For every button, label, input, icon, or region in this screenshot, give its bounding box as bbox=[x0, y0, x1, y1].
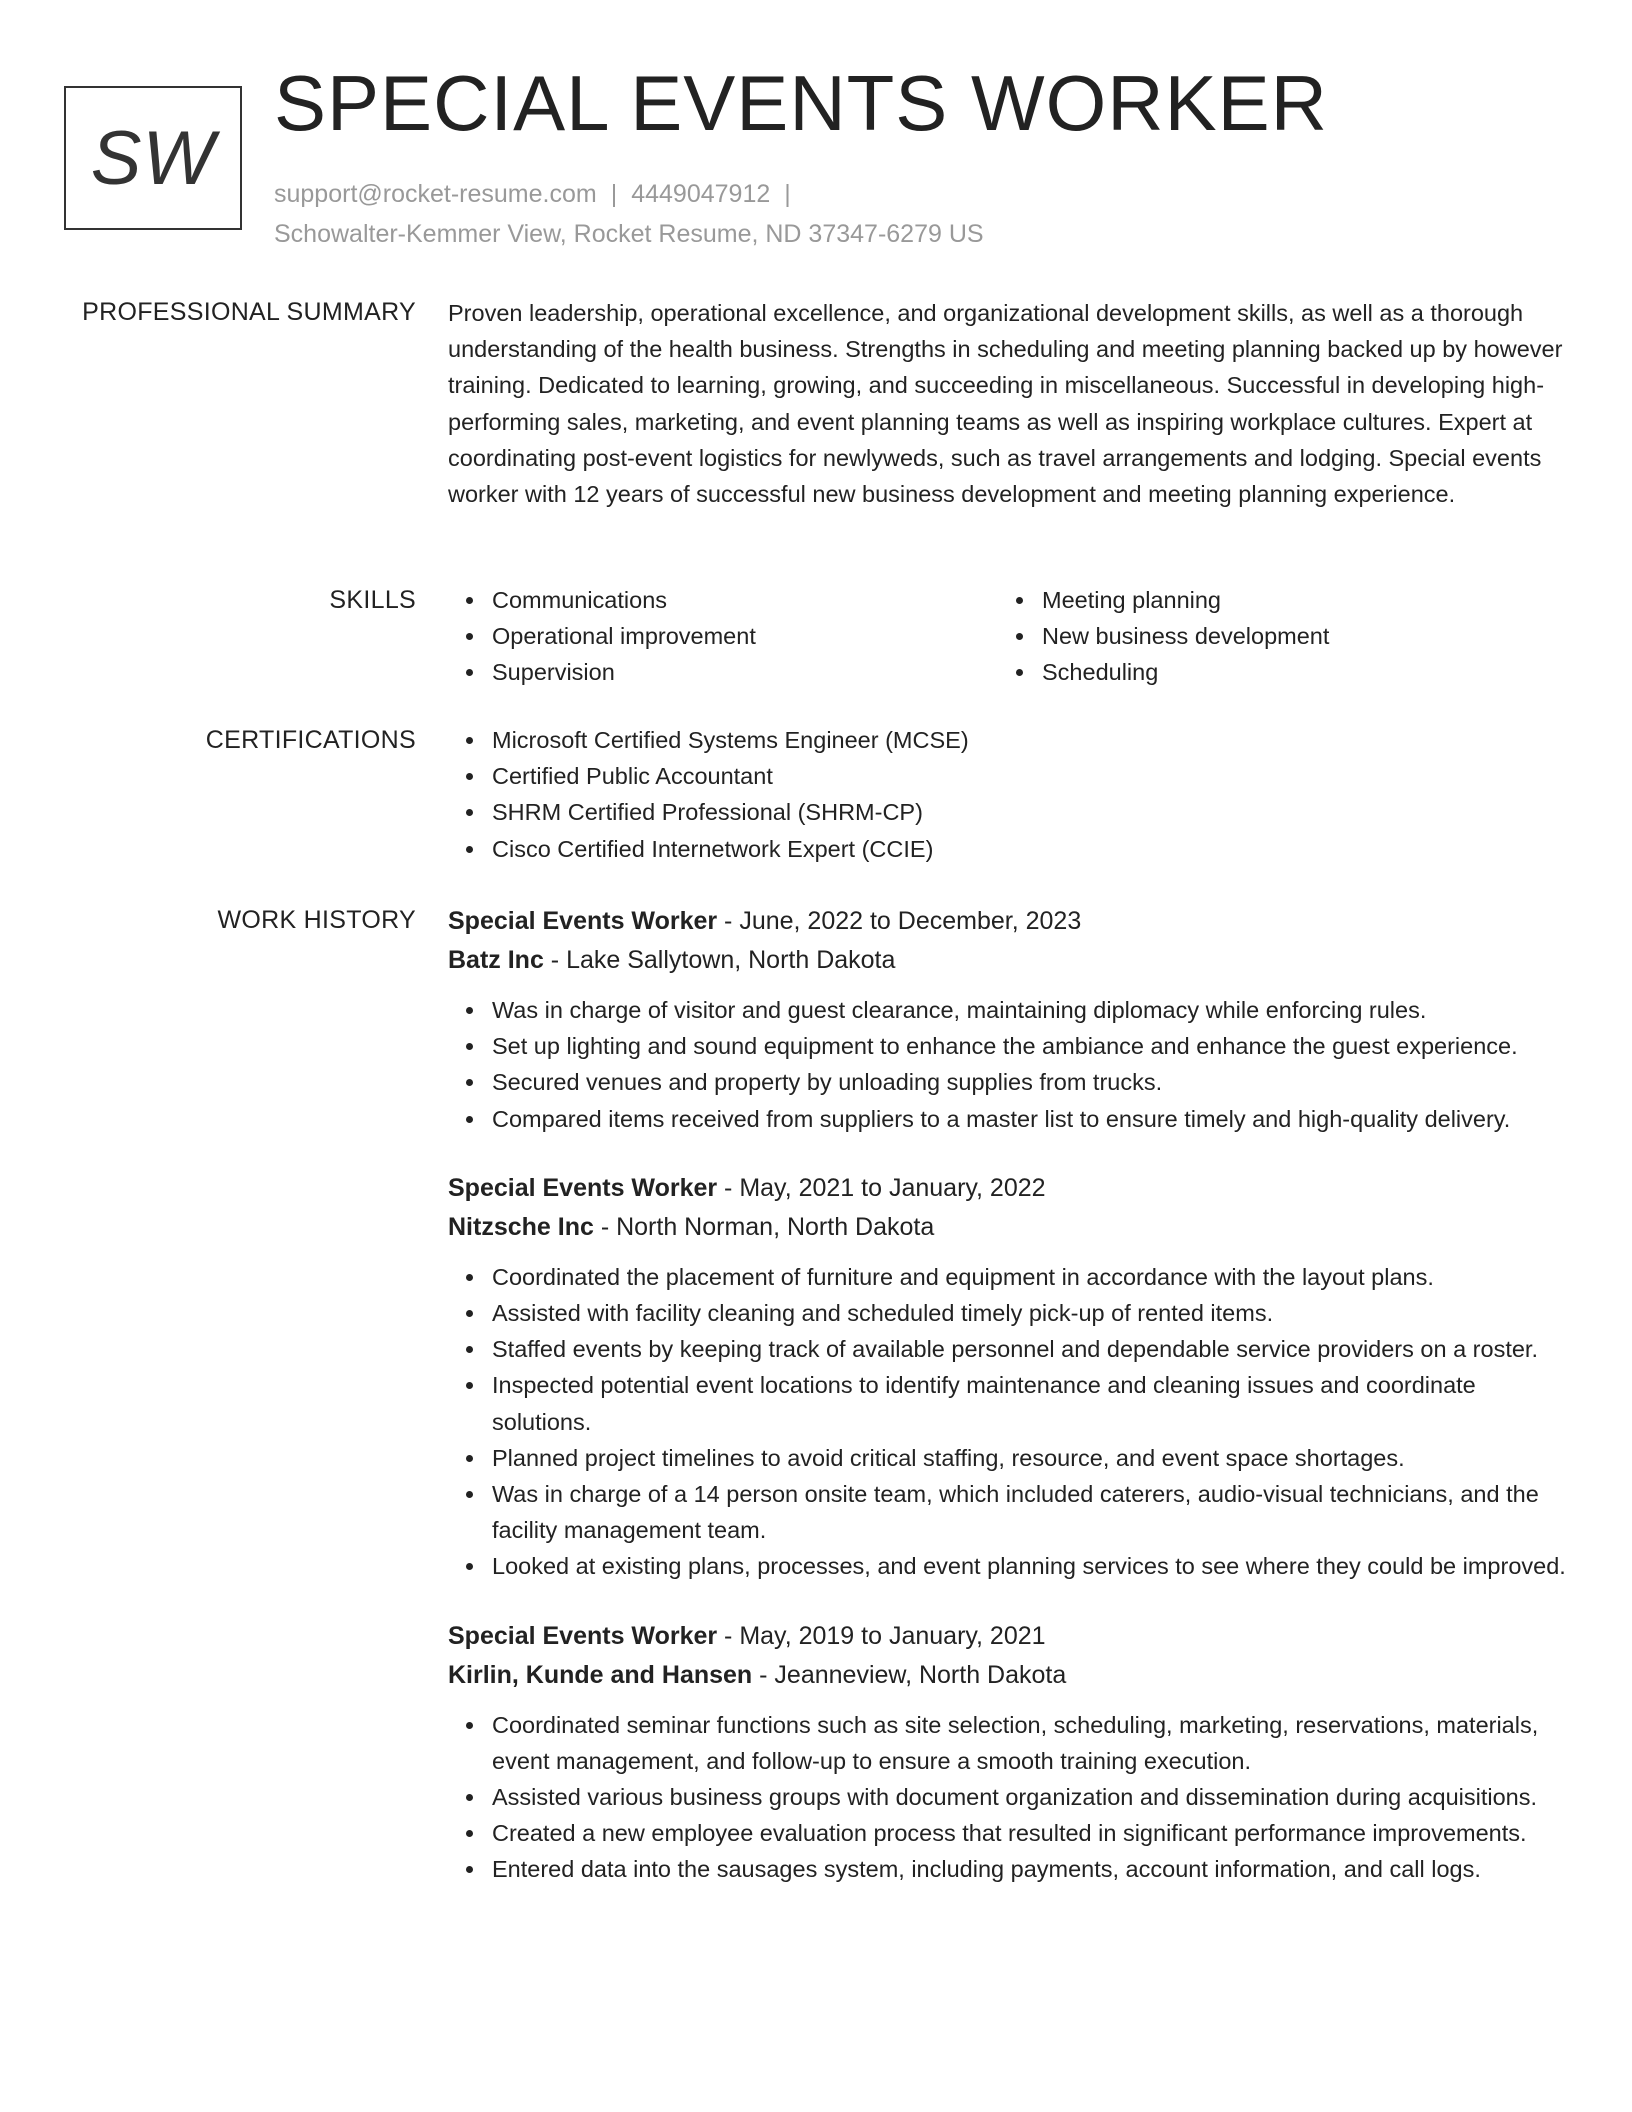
job-title-line bbox=[448, 1617, 1568, 1656]
job-bullets bbox=[448, 992, 1568, 1137]
job-bullet: Was in charge of a 14 person onsite team, which included caterers, audio-visual technicians, and the facility management team. bbox=[448, 1476, 1568, 1548]
job-bullet: Set up lighting and sound equipment to enhance the ambiance and enhance the guest experience. bbox=[448, 1028, 1568, 1064]
job-company: Batz Inc bbox=[448, 946, 544, 974]
contact-info bbox=[274, 174, 984, 254]
job-bullet: Staffed events by keeping track of available personnel and dependable service providers on a roster. bbox=[448, 1331, 1568, 1367]
job-bullet: Assisted with facility cleaning and scheduled timely pick-up of rented items. bbox=[448, 1295, 1568, 1331]
certification-item: SHRM Certified Professional (SHRM-CP) bbox=[448, 794, 1568, 830]
job-bullet: Coordinated seminar functions such as site selection, scheduling, marketing, reservations, materials, event management, and follow-up to ensure a smooth training execution. bbox=[448, 1707, 1568, 1779]
certification-item: Certified Public Accountant bbox=[448, 758, 1568, 794]
summary-heading: PROFESSIONAL SUMMARY bbox=[82, 298, 416, 326]
job-company: Kirlin, Kunde and Hansen bbox=[448, 1660, 753, 1689]
initials-text: SW bbox=[90, 115, 216, 201]
skills-list-right bbox=[998, 582, 1548, 691]
separator: | bbox=[784, 180, 791, 208]
skill-item: New business development bbox=[998, 618, 1548, 654]
contact-line-1 bbox=[274, 174, 984, 214]
job-location: - North Norman, North Dakota bbox=[593, 1212, 935, 1241]
job-bullet: Looked at existing plans, processes, and event planning services to see where they could be improved. bbox=[448, 1548, 1568, 1584]
certification-item: Cisco Certified Internetwork Expert (CCIE) bbox=[448, 831, 1568, 867]
job-bullet: Secured venues and property by unloading supplies from trucks. bbox=[448, 1064, 1568, 1100]
skill-item: Meeting planning bbox=[998, 582, 1548, 618]
separator: | bbox=[610, 180, 618, 208]
job-dates: - May, 2019 to January, 2021 bbox=[717, 1621, 1046, 1650]
job-title: Special Events Worker bbox=[448, 907, 718, 935]
certification-item: Microsoft Certified Systems Engineer (MCSE) bbox=[448, 722, 1568, 758]
skills-heading: SKILLS bbox=[329, 586, 416, 614]
skill-item: Communications bbox=[448, 582, 998, 618]
job-dates: - May, 2021 to January, 2022 bbox=[717, 1173, 1046, 1202]
job-bullet: Compared items received from suppliers to a master list to ensure timely and high-quality delivery. bbox=[448, 1101, 1568, 1137]
skill-item: Operational improvement bbox=[448, 618, 998, 654]
initials-monogram bbox=[64, 86, 242, 230]
job-title-line bbox=[448, 902, 1568, 941]
job-dates: - June, 2022 to December, 2023 bbox=[717, 907, 1082, 935]
skills-list-left bbox=[448, 582, 998, 691]
job-company-line bbox=[448, 941, 1568, 980]
job-bullet: Created a new employee evaluation process that resulted in significant performance improvements. bbox=[448, 1815, 1568, 1851]
email-text: support@rocket-resume.com bbox=[274, 180, 597, 208]
skill-item: Supervision bbox=[448, 654, 998, 690]
page-title: SPECIAL EVENTS WORKER bbox=[274, 59, 1329, 147]
job-bullet: Planned project timelines to avoid critical staffing, resource, and event space shortages. bbox=[448, 1440, 1568, 1476]
skill-item: Scheduling bbox=[998, 654, 1548, 690]
certifications-list bbox=[448, 722, 1568, 867]
job-bullet: Coordinated the placement of furniture and equipment in accordance with the layout plans. bbox=[448, 1259, 1568, 1295]
job-entry bbox=[448, 902, 1568, 1137]
work-history-heading: WORK HISTORY bbox=[217, 906, 416, 934]
job-title: Special Events Worker bbox=[448, 1621, 718, 1650]
job-bullet: Inspected potential event locations to identify maintenance and cleaning issues and coordinate solutions. bbox=[448, 1367, 1568, 1439]
certifications-heading: CERTIFICATIONS bbox=[205, 726, 416, 754]
job-location: - Jeanneview, North Dakota bbox=[752, 1660, 1067, 1689]
job-company: Nitzsche Inc bbox=[448, 1212, 594, 1241]
job-bullet: Assisted various business groups with document organization and dissemination during acquisitions. bbox=[448, 1779, 1568, 1815]
phone-text: 4449047912 bbox=[631, 180, 771, 208]
job-bullets bbox=[448, 1259, 1568, 1585]
address-text: Schowalter-Kemmer View, Rocket Resume, ND 37347-6279 US bbox=[274, 220, 984, 248]
job-bullet: Was in charge of visitor and guest clearance, maintaining diplomacy while enforcing rules. bbox=[448, 992, 1568, 1028]
job-bullets bbox=[448, 1707, 1568, 1888]
job-company-line bbox=[448, 1208, 1568, 1247]
work-history-body bbox=[448, 902, 1568, 1920]
job-entry bbox=[448, 1617, 1568, 1888]
job-location: - Lake Sallytown, North Dakota bbox=[543, 946, 896, 974]
job-title: Special Events Worker bbox=[448, 1173, 718, 1202]
job-title-line bbox=[448, 1169, 1568, 1208]
job-entry bbox=[448, 1169, 1568, 1585]
job-bullet: Entered data into the sausages system, including payments, account information, and call logs. bbox=[448, 1851, 1568, 1887]
job-company-line bbox=[448, 1656, 1568, 1695]
summary-text: Proven leadership, operational excellence, and organizational development skills, as well as a thorough understanding of the health business. Strengths in scheduling and meeting planning backed up by however training. Dedicated to learning, growing, and succeeding in miscellaneous. Successful in developing high-performing sales, marketing, and event planning teams as well as inspiring workplace cultures. Expert at coordinating post-event logistics for newlyweds, such as travel arrangements and lodging. Special events worker with 12 years of successful new business development and meeting planning experience. bbox=[448, 300, 1563, 508]
skills-grid bbox=[448, 582, 1568, 691]
